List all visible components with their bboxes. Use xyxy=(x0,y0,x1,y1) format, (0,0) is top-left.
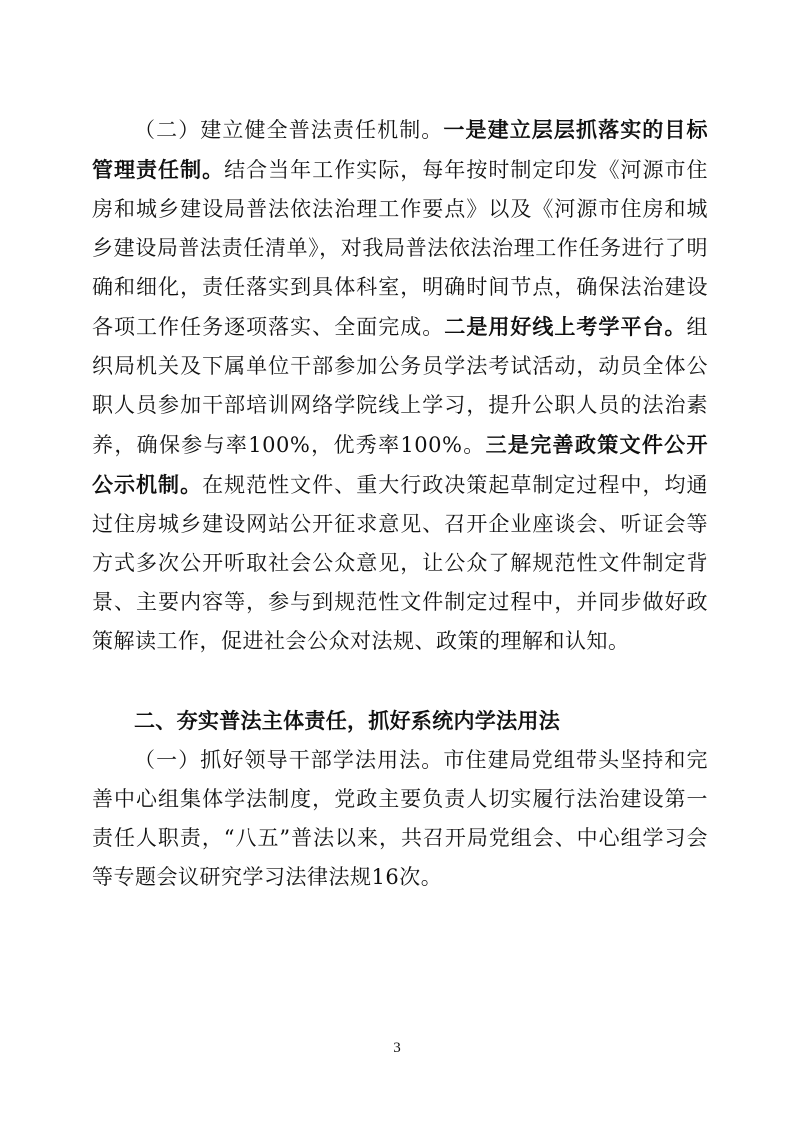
body-text-point-one: 结合当年工作实际，每年按时制定印发《河源市住房和城乡建设局普法依法治理工作要点》以及《河源市住房和城乡建设局普法责任清单》，对我局普法依法治理工作任务进行了明确和细化，责任落实到具体科室，明确时间节点，确保法治建设各项工作任务逐项落实、全面完成。 xyxy=(92,158,709,339)
subheading-establish-mechanism: （二）建立健全普法责任机制。 xyxy=(134,118,444,142)
paragraph-leader-study xyxy=(92,741,708,897)
bold-point-one: 一是建立层层抓落实的目标管理责任制。 xyxy=(92,117,709,182)
body-text-point-two: 组织局机关及下属单位干部参加公务员学法考试活动，动员全体公职人员参加干部培训网络学院线上学习，提升公职人员的法治素养，确保参与率100%，优秀率100%。 xyxy=(92,315,708,457)
body-text-leader-study: （一）抓好领导干部学法用法。市住建局党组带头坚持和完善中心组集体学法制度，党政主要负责人切实履行法治建设第一责任人职责，“八五”普法以来，共召开局党组会、中心组学习会等专题会议研究学习法律法规16次。 xyxy=(92,748,708,889)
section-heading-two: 二、夯实普法主体责任，抓好系统内学法用法 xyxy=(134,709,560,733)
bold-point-two: 二是用好线上考学平台。 xyxy=(444,314,687,339)
body-text-point-three: 在规范性文件、重大行政决策起草制定过程中，均通过住房城乡建设网站公开征求意见、召开企业座谈会、听证会等方式多次公开听取社会公众意见，让公众了解规范性文件制定背景、主要内容等，参与到规范性文件制定过程中，并同步做好政策解读工作，促进社会公众对法规、政策的理解和认知。 xyxy=(92,473,708,653)
bold-point-three: 三是完善政策文件公开公示机制。 xyxy=(92,432,708,497)
paragraph-responsibility-mechanism xyxy=(92,110,708,661)
page-number: 3 xyxy=(393,1040,401,1056)
